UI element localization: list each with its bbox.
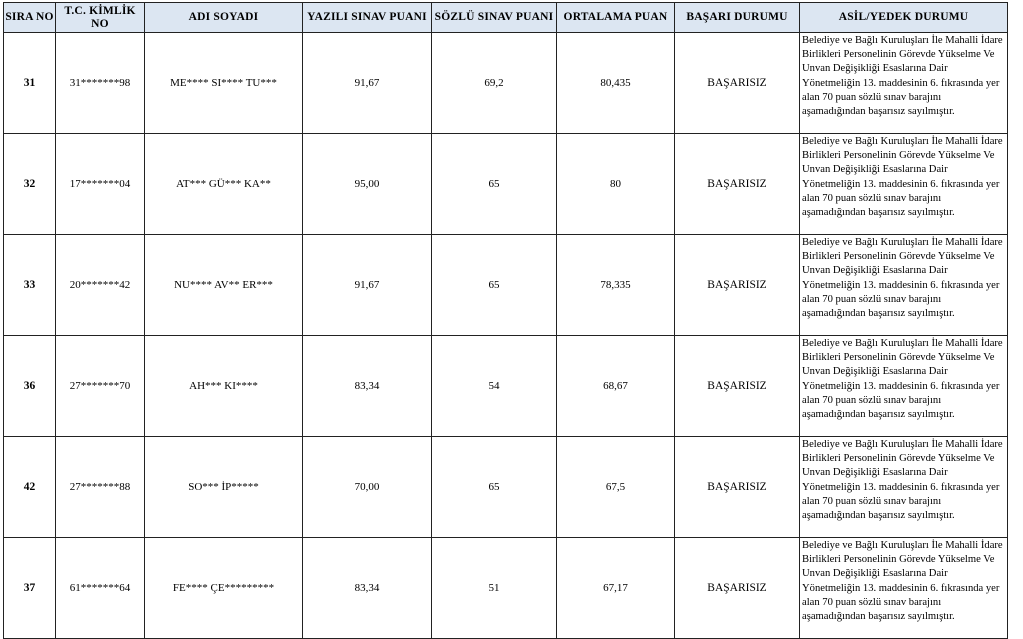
cell-yazili-puan: 70,00 (303, 437, 432, 538)
cell-sira-no: 36 (4, 336, 56, 437)
table-row (4, 33, 1008, 134)
header-sozlu-sinav-puani: SÖZLÜ SINAV PUANI (432, 3, 557, 33)
cell-sira-no: 31 (4, 33, 56, 134)
header-yazili-sinav-puani: YAZILI SINAV PUANI (303, 3, 432, 33)
cell-tc-kimlik-no: 17*******04 (56, 134, 145, 235)
cell-tc-kimlik-no: 31*******98 (56, 33, 145, 134)
cell-adi-soyadi: ME**** SI**** TU*** (145, 33, 303, 134)
cell-adi-soyadi: FE**** ÇE********* (145, 538, 303, 639)
table-row (4, 336, 1008, 437)
cell-sira-no: 37 (4, 538, 56, 639)
table-row (4, 538, 1008, 639)
cell-basari-durumu: BAŞARISIZ (675, 437, 800, 538)
cell-asil-yedek-durumu: Belediye ve Bağlı Kuruluşları İle Mahalli İdare Birlikleri Personelinin Görevde Yükselme Ve Unvan Değişikliği Esaslarına Dair Yönetmeliğin 13. maddesinin 6. fıkrasında yer alan 70 puan sözlü sınav barajını aşamadığından başarısız sayılmıştır. (800, 33, 1008, 134)
cell-asil-yedek-durumu: Belediye ve Bağlı Kuruluşları İle Mahalli İdare Birlikleri Personelinin Görevde Yükselme Ve Unvan Değişikliği Esaslarına Dair Yönetmeliğin 13. maddesinin 6. fıkrasında yer alan 70 puan sözlü sınav barajını aşamadığından başarısız sayılmıştır. (800, 134, 1008, 235)
table-header-row (4, 3, 1008, 33)
cell-sozlu-puan: 65 (432, 235, 557, 336)
cell-asil-yedek-durumu: Belediye ve Bağlı Kuruluşları İle Mahalli İdare Birlikleri Personelinin Görevde Yükselme Ve Unvan Değişikliği Esaslarına Dair Yönetmeliğin 13. maddesinin 6. fıkrasında yer alan 70 puan sözlü sınav barajını aşamadığından başarısız sayılmıştır. (800, 437, 1008, 538)
cell-ortalama-puan: 80,435 (557, 33, 675, 134)
cell-sozlu-puan: 65 (432, 134, 557, 235)
cell-sozlu-puan: 65 (432, 437, 557, 538)
header-basari-durumu: BAŞARI DURUMU (675, 3, 800, 33)
cell-yazili-puan: 95,00 (303, 134, 432, 235)
cell-basari-durumu: BAŞARISIZ (675, 538, 800, 639)
cell-ortalama-puan: 80 (557, 134, 675, 235)
cell-asil-yedek-durumu: Belediye ve Bağlı Kuruluşları İle Mahalli İdare Birlikleri Personelinin Görevde Yükselme Ve Unvan Değişikliği Esaslarına Dair Yönetmeliğin 13. maddesinin 6. fıkrasında yer alan 70 puan sözlü sınav barajını aşamadığından başarısız sayılmıştır. (800, 336, 1008, 437)
cell-ortalama-puan: 67,5 (557, 437, 675, 538)
cell-sira-no: 42 (4, 437, 56, 538)
cell-adi-soyadi: AH*** KI**** (145, 336, 303, 437)
cell-adi-soyadi: SO*** İP***** (145, 437, 303, 538)
cell-sira-no: 32 (4, 134, 56, 235)
cell-basari-durumu: BAŞARISIZ (675, 235, 800, 336)
cell-ortalama-puan: 67,17 (557, 538, 675, 639)
cell-sozlu-puan: 54 (432, 336, 557, 437)
cell-sozlu-puan: 69,2 (432, 33, 557, 134)
cell-tc-kimlik-no: 20*******42 (56, 235, 145, 336)
cell-basari-durumu: BAŞARISIZ (675, 336, 800, 437)
cell-basari-durumu: BAŞARISIZ (675, 33, 800, 134)
header-sira-no: SIRA NO (4, 3, 56, 33)
cell-adi-soyadi: NU**** AV** ER*** (145, 235, 303, 336)
cell-ortalama-puan: 68,67 (557, 336, 675, 437)
cell-tc-kimlik-no: 27*******88 (56, 437, 145, 538)
table-row (4, 134, 1008, 235)
table-row (4, 437, 1008, 538)
results-table-container (3, 2, 1008, 639)
table-row (4, 235, 1008, 336)
header-tc-kimlik-no: T.C. KİMLİK NO (56, 3, 145, 33)
header-asil-yedek-durumu: ASİL/YEDEK DURUMU (800, 3, 1008, 33)
exam-results-table (3, 2, 1008, 639)
cell-tc-kimlik-no: 27*******70 (56, 336, 145, 437)
cell-ortalama-puan: 78,335 (557, 235, 675, 336)
cell-basari-durumu: BAŞARISIZ (675, 134, 800, 235)
cell-sozlu-puan: 51 (432, 538, 557, 639)
cell-sira-no: 33 (4, 235, 56, 336)
cell-yazili-puan: 83,34 (303, 538, 432, 639)
cell-adi-soyadi: AT*** GÜ*** KA** (145, 134, 303, 235)
cell-asil-yedek-durumu: Belediye ve Bağlı Kuruluşları İle Mahalli İdare Birlikleri Personelinin Görevde Yükselme Ve Unvan Değişikliği Esaslarına Dair Yönetmeliğin 13. maddesinin 6. fıkrasında yer alan 70 puan sözlü sınav barajını aşamadığından başarısız sayılmıştır. (800, 538, 1008, 639)
cell-yazili-puan: 83,34 (303, 336, 432, 437)
header-ortalama-puan: ORTALAMA PUAN (557, 3, 675, 33)
cell-asil-yedek-durumu: Belediye ve Bağlı Kuruluşları İle Mahalli İdare Birlikleri Personelinin Görevde Yükselme Ve Unvan Değişikliği Esaslarına Dair Yönetmeliğin 13. maddesinin 6. fıkrasında yer alan 70 puan sözlü sınav barajını aşamadığından başarısız sayılmıştır. (800, 235, 1008, 336)
cell-yazili-puan: 91,67 (303, 33, 432, 134)
cell-yazili-puan: 91,67 (303, 235, 432, 336)
cell-tc-kimlik-no: 61*******64 (56, 538, 145, 639)
header-adi-soyadi: ADI SOYADI (145, 3, 303, 33)
